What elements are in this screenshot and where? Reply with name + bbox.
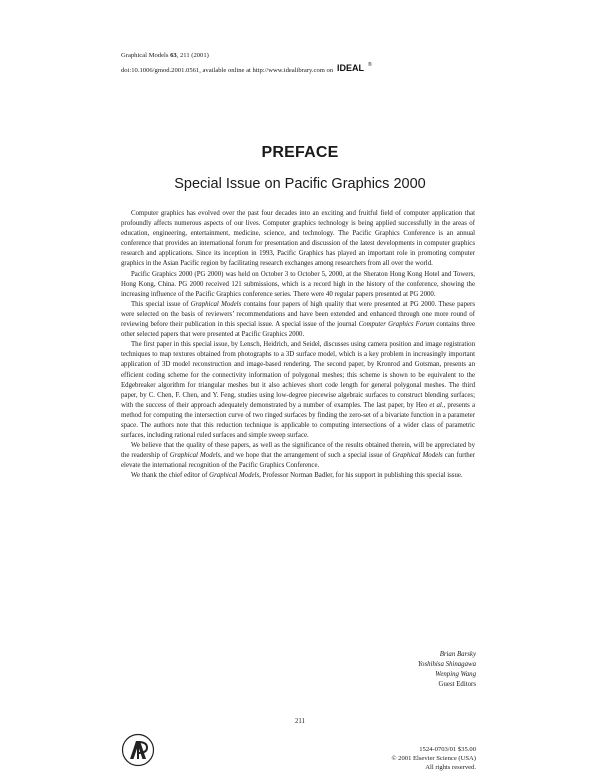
ideal-logo-icon [337, 61, 375, 74]
rights-line: All rights reserved. [425, 764, 476, 771]
doi-text[interactable]: doi:10.1006/gmod.2001.0561, available online at http://www.idealibrary.com on [121, 67, 334, 74]
body-paragraph [121, 300, 475, 340]
italic-run: Graphical Models [190, 300, 242, 308]
journal-citation-line [121, 51, 375, 61]
text-run: We believe that the quality of these papers, as well as the significance of the results obtained therein, will be appreciated by the readership of [121, 442, 475, 460]
italic-run: Computer Graphics Forum [358, 321, 435, 329]
editor-name: Yoshihisa Shinagawa [417, 661, 476, 669]
ideal-logo-text: IDEAL [336, 63, 364, 73]
text-run: We thank the chief editor of [131, 472, 210, 480]
journal-header [121, 51, 375, 76]
issn-copyright [392, 745, 476, 772]
text-run: The first paper in this special issue, by Lensch, Heidrich, and Seidel, discusses using camera position and image registration techniques to map textures obtained from photographs to a 3D surface model, which is a key problem in increasingly important application of 3D model reconstruction and image-based rendering. The second paper, by Kronrod and Gotsman, presents an efficient coding scheme for the connectivity information of polygonal meshes; this scheme is shown to be equivalent to the Edgebreaker algorithm for triangular meshes but it also achieves short code length for general polygonal meshes. The third paper, by C. Chen, F. Chen, and Y. Feng, studies using low-degree piecewise algebraic surfaces to construct blending surfaces; with the success of their approach adequately demonstrated by a number of examples. The last paper, by Heo [121, 341, 475, 409]
text-run: , Professor Norman Badler, for his support in publishing this special issue. [259, 472, 463, 480]
text-run: contains three other selected papers that were presented at Pacific Graphics 2000. [121, 321, 475, 339]
academic-press-logo-icon [121, 733, 155, 767]
text-run: , presents a method for computing the intersection curve of two ringed surfaces by finding the zero-set of a bivariate function in a parameter space. The authors note that this reduction technique is applicable to computing intersections of a wider class of parametric surfaces, including rational ruled surfaces and simple sweep surface. [121, 401, 475, 440]
italic-run: Graphical Models [392, 452, 443, 460]
page-title: PREFACE [261, 144, 339, 161]
italic-run: Graphical Models [169, 452, 221, 460]
editor-role: Guest Editors [438, 681, 476, 689]
body-paragraph [121, 471, 475, 481]
journal-pages-year: , 211 (2001) [176, 52, 209, 59]
italic-run: et al. [429, 401, 444, 409]
text-run: can further elevate the international recognition of the Pacific Graphics Conference. [121, 452, 475, 470]
text-run: contains four papers of high quality that were presented at PG 2000. These papers were selected on the basis of reviewers’ recommendations and have been extended and enhanced through one more round of reviewing before their publication in this special issue. A special issue of the journal [121, 300, 475, 329]
italic-run: Graphical Models [209, 472, 260, 480]
body-paragraph [121, 209, 475, 270]
preface-body [121, 209, 475, 482]
body-paragraph [121, 340, 475, 441]
editor-name: Wenping Wang [435, 671, 476, 679]
body-paragraph [121, 441, 475, 471]
page-subtitle: Special Issue on Pacific Graphics 2000 [174, 176, 426, 192]
text-run: This special issue of [131, 300, 191, 308]
ideal-logo-mark: ® [367, 62, 372, 68]
text-run: Pacific Graphics 2000 (PG 2000) was held on October 3 to October 5, 2000, at the Sheraton Hong Kong Hotel and Towers, Hong Kong, China. PG 2000 received 121 submissions, which is a record high in the history of the conference, showing the increasing influence of the Pacific Graphics conference series. There were 40 regular papers presented at PG 2000. [121, 270, 475, 298]
journal-name: Graphical Models [121, 52, 171, 59]
body-paragraph [121, 270, 475, 300]
journal-volume: 63 [170, 52, 177, 59]
text-run: Computer graphics has evolved over the past four decades into an exciting and fruitful field of computer application that profoundly affects numerous aspects of our lives. Computer graphics technology is being applied successfully in the areas of education, engineering, entertainment, medicine, science, and technology. The Pacific Graphics Conference is an annual conference that provides an international forum for presentation and discussion of the latest developments in computer graphics research and applications. Since its inception in 1993, Pacific Graphics has played an important role in promoting computer graphics in the Asian Pacific region by facilitating research exchanges among researchers from all over the world. [121, 210, 475, 268]
doi-line [121, 61, 375, 76]
page-number: 211 [295, 718, 305, 725]
signature-block [418, 650, 476, 690]
copyright-line: © 2001 Elsevier Science (USA) [391, 755, 476, 762]
text-run: , and we hope that the arrangement of such a special issue of [220, 452, 393, 460]
issn-line: 1524-0703/01 $35.00 [419, 746, 476, 753]
editor-name: Brian Barsky [439, 651, 476, 658]
